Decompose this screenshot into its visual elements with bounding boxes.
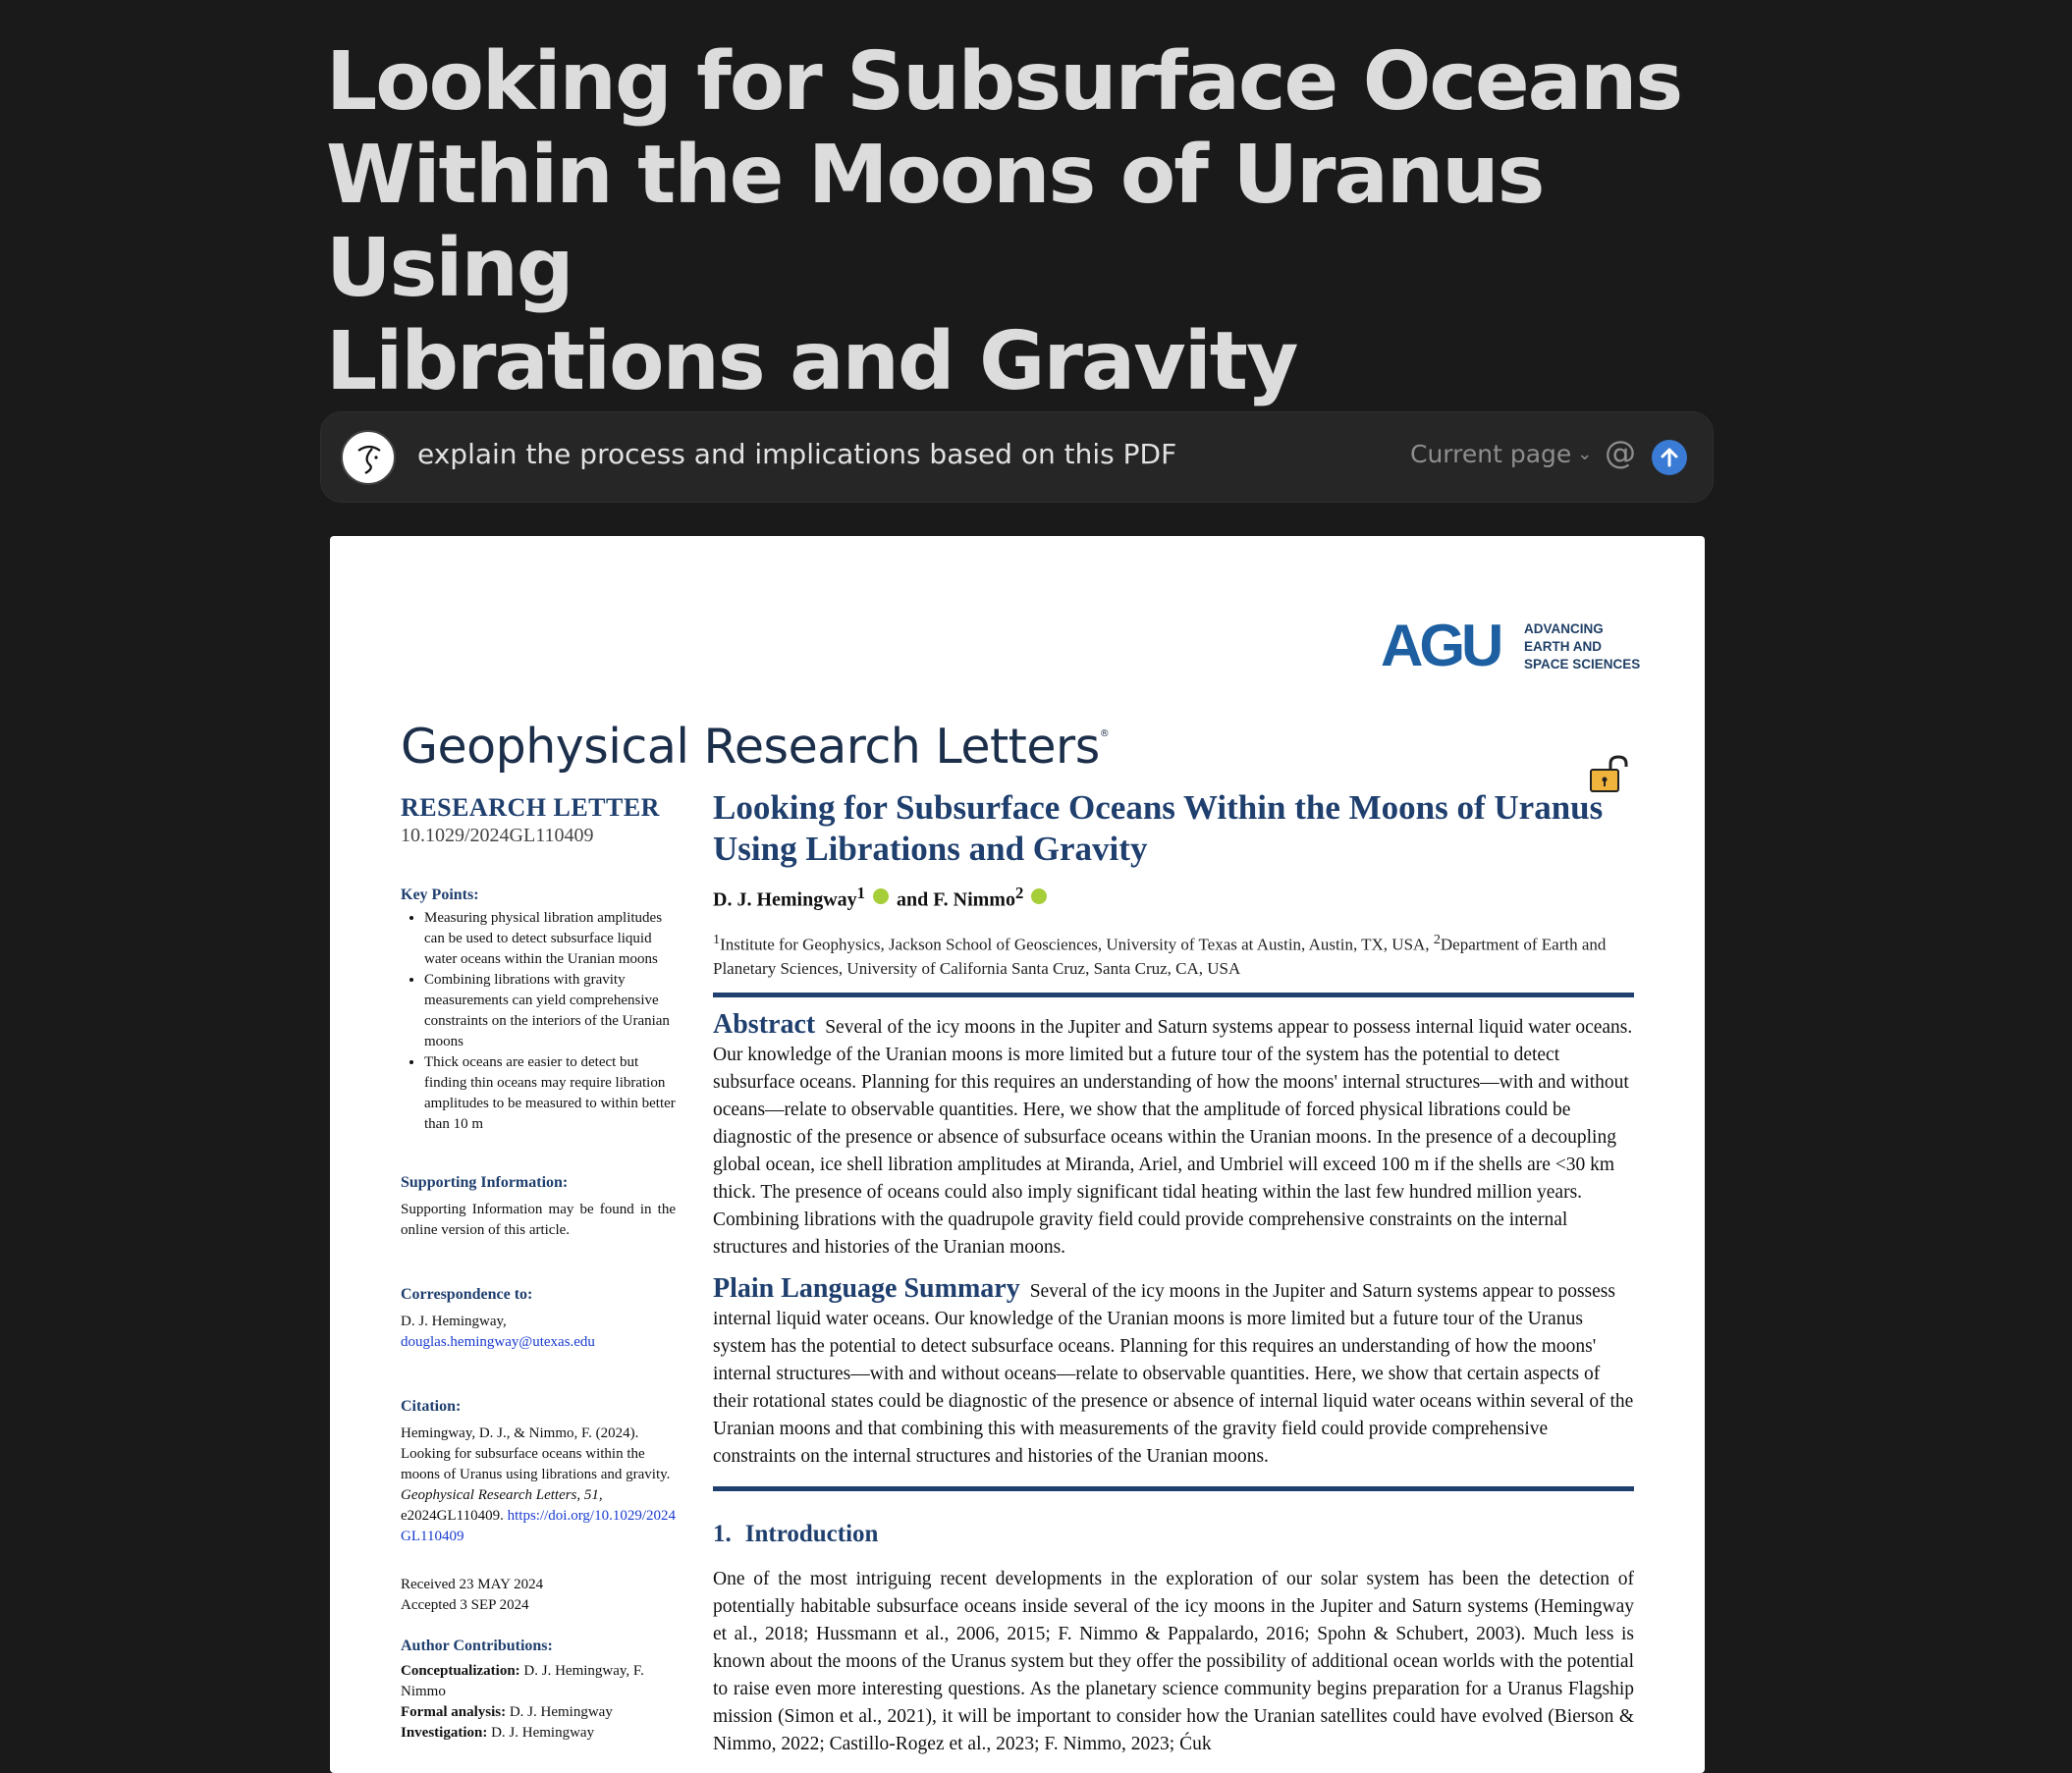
assistant-avatar (341, 430, 396, 485)
list-item: • Combining librations with gravity measurements can yield comprehensive constraints on the interiors of the Uranian moons (424, 970, 676, 1052)
prompt-input[interactable]: explain the process and implications based on this PDF (417, 438, 1177, 470)
doi-link[interactable]: https://doi.org/10.1029/2024GL110409 (401, 1508, 677, 1544)
list-item: • Thick oceans are easier to detect but finding thin oceans may require libration amplitudes to be measured to within better than 10 m (424, 1052, 676, 1135)
introduction-heading: 1. Introduction (713, 1521, 879, 1548)
page-title (326, 35, 1701, 408)
journal-name: Geophysical Research Letters® (401, 719, 1110, 775)
correspondence: Correspondence to: D. J. Hemingway, douglas.hemingway@utexas.edu (401, 1286, 676, 1353)
agu-mark: AGU (1381, 613, 1500, 678)
key-points (401, 886, 676, 1135)
arrow-up-icon (1660, 447, 1679, 468)
article-title: Looking for Subsurface Oceans Within the Moons of Uranus Using Librations and Gravity (713, 788, 1604, 868)
section-heading: Supporting Information: (401, 1174, 569, 1191)
list-item: • Measuring physical libration amplitudes can be used to detect subsurface liquid water oceans within the Uranian moons (424, 908, 676, 970)
plain-language-summary: Plain Language Summary Several of the icy moons in the Jupiter and Saturn systems appear to possess internal liquid water oceans. Our knowledge of the Uranian moons is more limited but a future tour of the Uranus system has the potential to detect subsurface oceans. Planning for this requires an understanding of how the moons' internal structures—with and without oceans—relate to observable quantities. Here, we show that certain aspects of their rotational states could be diagnostic of the presence or absence of internal liquid water oceans within several of the Uranian moons and that combining this with measurements of the gravity field could provide comprehensive constraints on the internal structures and histories of the Uranian moons. (713, 1273, 1634, 1468)
orcid-icon[interactable] (1031, 888, 1047, 904)
mention-button[interactable]: @ (1605, 434, 1636, 471)
page-title-line: Within the Moons of Uranus Using (326, 129, 1544, 315)
abstract: Abstract Several of the icy moons in the Jupiter and Saturn systems appear to possess internal liquid water oceans. Our knowledge of the Uranian moons is more limited but a future tour of the system has the potential to detect subsurface oceans. Planning for this requires an understanding of how the moons' internal structures—with and without oceans—relate to observable quantities. Here, we show that the amplitude of forced physical librations could be diagnostic of the presence or absence of subsurface oceans within the Uranian moons. In the presence of a decoupling global ocean, ice shell libration amplitudes at Miranda, Ariel, and Umbriel will exceed 100 m if the shells are <30 km thick. The presence of oceans could also imply significant tidal heating within the last few hundred million years. Combining librations with the quadrupole gravity field could provide comprehensive constraints on the internal structures and histories of the Uranian moons. (713, 1009, 1633, 1259)
page-title-line: Looking for Subsurface Oceans (326, 35, 1682, 129)
section-heading: Correspondence to: (401, 1286, 533, 1303)
prompt-bar[interactable] (320, 411, 1714, 503)
received-date: Received 23 MAY 2024 (401, 1577, 544, 1592)
section-heading: Key Points: (401, 886, 479, 903)
chevron-down-icon: ⌄ (1577, 444, 1593, 464)
introduction-text: One of the most intriguing recent developments in the exploration of our solar system has been the detection of potentially habitable subsurface oceans inside several of the icy moons in the Jupiter and Saturn systems (Hemingway et al., 2018; Hussmann et al., 2006, 2015; F. Nimmo & Pappalardo, 2016; Spohn & Schubert, 2003). Much less is known about the moons of the Uranus system but they offer the possibility of additional ocean worlds with the potential to raise even more interesting questions. As the planetary science community begins preparation for a Uranus Flagship mission (Simon et al., 2021), it will be important to consider how the Uranian satellites could have evolved (Bierson & Nimmo, 2022; Castillo-Rogez et al., 2023; F. Nimmo, 2023; Ćuk (713, 1569, 1634, 1755)
section-heading: Author Contributions: (401, 1638, 553, 1654)
divider (713, 993, 1634, 997)
supporting-info: Supporting Information: Supporting Information may be found in the online version of this article. (401, 1174, 676, 1238)
assistant-logo-icon (353, 441, 386, 476)
agu-tagline: ADVANCING EARTH AND SPACE SCIENCES (1524, 621, 1641, 672)
citation: Citation: Hemingway, D. J., & Nimmo, F. (2024). Looking for subsurface oceans within the moons of Uranus using librations and gravity. Geophysical Research Letters, 51, e2024GL110409. https://doi.org/10.1029/2024GL110409 (401, 1398, 677, 1544)
divider (713, 1486, 1634, 1491)
email-link[interactable]: douglas.hemingway@utexas.edu (401, 1334, 595, 1350)
page-title-line: Librations and Gravity (326, 315, 1297, 408)
pdf-page[interactable] (330, 536, 1705, 1773)
article-doi: 10.1029/2024GL110409 (401, 825, 594, 846)
authors: D. J. Hemingway$^1$ and F. Nimmo$^2$ (713, 884, 1634, 912)
accepted-date: Accepted 3 SEP 2024 (401, 1597, 529, 1613)
affiliations: $^1$Institute for Geophysics, Jackson School of Geosciences, University of Texas at Austin, Austin, TX, USA, $^2$Department of Earth and Planetary Sciences, University of California Santa Cruz, Santa Cruz, CA, USA (713, 931, 1607, 979)
orcid-icon[interactable] (873, 888, 889, 904)
agu-logo (1381, 613, 1646, 678)
main-column (713, 787, 1634, 1758)
article-type: RESEARCH LETTER (401, 793, 660, 822)
left-sidebar (401, 793, 676, 1744)
context-scope-dropdown[interactable] (1410, 440, 1592, 468)
context-scope-label: Current page (1410, 440, 1572, 468)
section-heading: Citation: (401, 1398, 462, 1415)
send-button[interactable] (1652, 440, 1687, 475)
author-contributions: Author Contributions: Conceptualization: D. J. Hemingway, F. Nimmo Formal analysis: D. J. Hemingway Investigation: D. J. Hemingway (401, 1638, 676, 1744)
